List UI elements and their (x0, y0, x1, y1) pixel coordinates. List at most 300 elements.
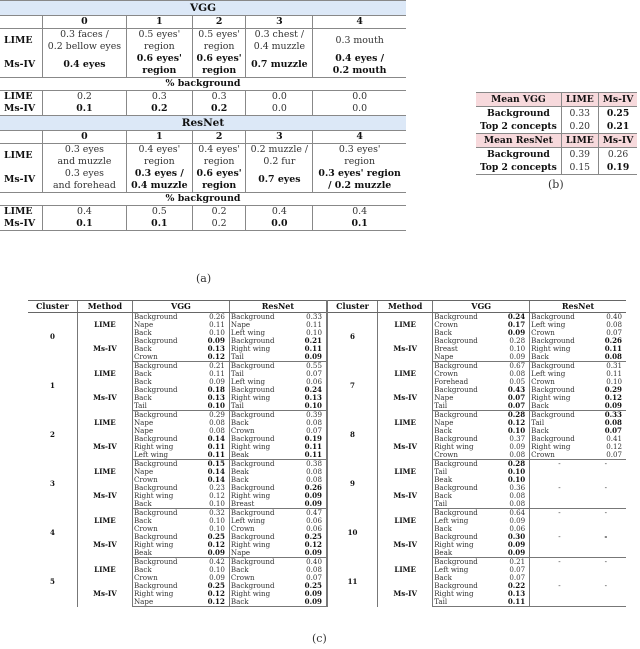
col-header: 2 (192, 16, 246, 29)
concept-value: 0.24 (507, 312, 526, 321)
concept-value: - (604, 557, 608, 566)
method-msiv: Ms-IV (378, 582, 433, 607)
cell-line: 0.7 muzzle (251, 59, 308, 70)
concept-value (589, 549, 626, 558)
value-cell: 0.19 (598, 161, 637, 175)
concept-name (530, 598, 589, 607)
concept-value: 0.09 (492, 353, 530, 362)
concept-value: 0.12 (507, 418, 526, 427)
cell-line: region (203, 156, 235, 167)
concept-name: Back (132, 394, 191, 402)
method-lime: LIME (77, 313, 132, 338)
concept-name: Forehead (433, 378, 492, 386)
caption-c: (c) (312, 632, 327, 645)
value-cell: 0.21 (598, 120, 637, 134)
method-lime: LIME (77, 411, 132, 436)
row-label-msiv: Ms-IV (0, 218, 43, 231)
concept-value: 0.08 (209, 418, 225, 427)
concept-name: Crown (229, 525, 288, 533)
concept-name: Nape (433, 419, 492, 427)
method-lime: LIME (378, 460, 433, 485)
concept-name: Background (530, 386, 589, 394)
row-label-msiv: Ms-IV (0, 53, 43, 78)
concept-value: 0.18 (207, 385, 225, 394)
cluster-id: 3 (49, 479, 55, 488)
bg-cell: 0.3 (192, 91, 246, 104)
bg-cell: 0.1 (126, 218, 192, 231)
method-lime: LIME (77, 558, 132, 583)
concept-value: 0.10 (209, 524, 225, 533)
concept-name (530, 517, 589, 525)
col-header: Method (77, 301, 132, 313)
concept-value: 0.12 (207, 589, 225, 598)
header-cell: Mean ResNet (476, 134, 561, 148)
concept-name: Tail (132, 402, 191, 411)
table-row (28, 509, 626, 518)
concept-value: 0.64 (509, 508, 526, 517)
concept-name: Breast (433, 345, 492, 353)
resnet-header: ResNet (0, 116, 406, 131)
concept-name (530, 492, 589, 500)
col-header: VGG (433, 301, 530, 313)
concept-value: 0.47 (306, 508, 322, 517)
concept-name: Right wing (433, 541, 492, 549)
concept-name: Background (433, 582, 492, 590)
concept-value: 0.11 (604, 344, 622, 353)
concept-name: Background (433, 558, 492, 567)
concept-value: 0.09 (207, 336, 225, 345)
concept-name: Left wing (132, 451, 191, 460)
concept-value: 0.21 (509, 557, 526, 566)
concept-name: Tail (229, 353, 288, 362)
concept-value: 0.09 (589, 402, 626, 411)
concept-value: 0.29 (209, 410, 225, 419)
concept-name: Background (229, 435, 288, 443)
concept-value (589, 574, 626, 582)
concept-value: 0.08 (306, 565, 322, 574)
concept-name: Right wing (229, 492, 288, 500)
header-cell: Ms-IV (598, 93, 637, 107)
concept-value: 0.09 (209, 573, 225, 582)
table-row (28, 558, 626, 567)
bg-cell: 0.5 (126, 206, 192, 219)
concept-value: 0.12 (304, 540, 322, 549)
concept-name: Background (132, 386, 191, 394)
cell-line: 0.3 eyes (64, 168, 104, 179)
concept-value: 0.11 (289, 451, 327, 460)
concept-name: Beak (229, 468, 288, 476)
concept-value: 0.25 (304, 581, 322, 590)
concept-value: 0.10 (209, 328, 225, 337)
concept-name: Background (229, 484, 288, 492)
table-b (476, 92, 637, 175)
col-header: Cluster (28, 301, 77, 313)
cell-line: 0.3 eyes' (338, 144, 381, 155)
cluster-id: 4 (49, 528, 55, 537)
concept-value: 0.10 (306, 328, 322, 337)
concept-name: Background (132, 484, 191, 492)
concept-name: Breast (229, 500, 288, 509)
concept-name: Tail (433, 500, 492, 509)
cell-line: and muzzle (57, 156, 112, 167)
concept-name: Background (132, 582, 191, 590)
col-header: 1 (126, 131, 192, 144)
concept-name: Crown (530, 329, 589, 337)
concept-name: Crown (530, 451, 589, 460)
concept-value: 0.37 (509, 434, 526, 443)
concept-value: 0.09 (492, 549, 530, 558)
concept-name: Background (433, 460, 492, 469)
cell-line: 0.7 eyes (258, 174, 301, 185)
col-header: Method (378, 301, 433, 313)
cell-line: 0.6 eyes' (196, 53, 242, 64)
concept-value: 0.30 (507, 532, 526, 541)
concept-value: 0.07 (507, 393, 526, 402)
concept-name: Left wing (530, 370, 589, 378)
cell-line: and forehead (52, 180, 116, 191)
method-msiv: Ms-IV (378, 337, 433, 362)
concept-name: Background (132, 435, 191, 443)
concept-value: 0.21 (209, 361, 225, 370)
value-cell: 0.20 (561, 120, 598, 134)
cell-line: 0.2 fur (263, 156, 296, 167)
concept-name: Left wing (433, 566, 492, 574)
concept-name: Background (530, 411, 589, 420)
cell-line: 0.4 muzzle (253, 41, 305, 52)
concept-value: 0.07 (306, 426, 322, 435)
concept-name: Right wing (229, 394, 288, 402)
concept-name: Beak (433, 549, 492, 558)
cluster-id: 1 (49, 381, 55, 390)
method-msiv: Ms-IV (378, 533, 433, 558)
cell-line: 0.4 eyes / (335, 53, 385, 64)
concept-name: Background (530, 313, 589, 322)
concept-name: Background (433, 386, 492, 394)
concept-name: Background (229, 313, 288, 322)
concept-value: 0.07 (604, 426, 622, 435)
header-cell: Ms-IV (598, 134, 637, 148)
concept-name: Crown (132, 525, 191, 533)
concept-name: Right wing (132, 541, 191, 549)
concept-value: 0.55 (306, 361, 322, 370)
concept-name: Background (229, 533, 288, 541)
bg-cell: 0.0 (313, 91, 406, 104)
concept-value (589, 525, 626, 533)
concept-value: - (604, 459, 608, 468)
bg-cell: 0.2 (192, 206, 246, 219)
bg-cell: 0.4 (43, 206, 127, 219)
value-cell: 0.26 (598, 148, 637, 162)
concept-name: Background (132, 558, 191, 567)
concept-name: Background (433, 484, 492, 492)
concept-value: 0.11 (209, 369, 225, 378)
concept-name: Background (229, 509, 288, 518)
bg-cell: 0.1 (43, 103, 127, 116)
concept-value: 0.07 (509, 565, 526, 574)
concept-value: 0.19 (304, 434, 322, 443)
concept-name: Background (530, 435, 589, 443)
concept-value (589, 598, 626, 607)
bg-cell: 0.0 (246, 103, 313, 116)
concept-value: 0.12 (209, 491, 225, 500)
cell-line: 0.6 eyes' (196, 168, 242, 179)
cell-line: 0.2 bellow eyes (47, 41, 122, 52)
cell-line: region (344, 156, 375, 167)
concept-value (589, 476, 626, 484)
vgg-header: VGG (0, 1, 406, 16)
method-lime: LIME (77, 362, 132, 387)
concept-name: Back (433, 329, 492, 337)
concept-value: 0.28 (507, 410, 526, 419)
concept-name: Tail (229, 370, 288, 378)
method-msiv: Ms-IV (378, 484, 433, 509)
concept-name: Nape (132, 321, 191, 329)
concept-value: 0.25 (304, 532, 322, 541)
concept-name: Back (132, 370, 191, 378)
concept-value: 0.06 (509, 524, 526, 533)
col-header: Cluster (327, 301, 378, 313)
concept-name: Right wing (530, 443, 589, 451)
concept-value: 0.09 (289, 353, 327, 362)
concept-name: Tail (530, 419, 589, 427)
method-msiv: Ms-IV (77, 484, 132, 509)
concept-value (589, 566, 626, 574)
row-label-lime: LIME (4, 206, 33, 217)
concept-value: 0.40 (606, 312, 622, 321)
concept-name: Crown (433, 321, 492, 329)
concept-value: 0.10 (192, 500, 230, 509)
concept-value: 0.29 (604, 385, 622, 394)
concept-value: 0.10 (509, 344, 526, 353)
row-label: Top 2 concepts (480, 121, 557, 132)
cell-line: 0.4 eyes (63, 59, 106, 70)
concept-value: 0.33 (604, 410, 622, 419)
concept-name: Crown (132, 574, 191, 582)
row-label-lime: LIME (4, 150, 33, 161)
concept-value: 0.09 (289, 598, 327, 607)
caption-a: (a) (196, 272, 212, 285)
row-label: Top 2 concepts (476, 161, 561, 175)
bg-cell: 0.2 (192, 103, 246, 116)
concept-name: Back (433, 427, 492, 435)
col-header: VGG (132, 301, 229, 313)
cluster-id: 11 (327, 558, 378, 607)
value-cell: 0.15 (561, 161, 598, 175)
concept-value: 0.12 (192, 353, 230, 362)
concept-name: Background (229, 337, 288, 345)
concept-value: 0.10 (606, 377, 622, 386)
concept-value: 0.08 (306, 475, 322, 484)
concept-value: 0.10 (507, 475, 526, 484)
cell-line: 0.6 eyes' (136, 53, 182, 64)
concept-name: Left wing (433, 517, 492, 525)
concept-name: Background (433, 313, 492, 322)
concept-value: 0.38 (306, 459, 322, 468)
concept-name: Beak (433, 476, 492, 484)
cell-line: 0.3 chest / (254, 29, 305, 40)
concept-value: 0.11 (304, 344, 322, 353)
concept-value (589, 492, 626, 500)
concept-name: Back (433, 574, 492, 582)
concept-value: 0.17 (507, 320, 526, 329)
concept-value: 0.13 (304, 393, 322, 402)
cell-line: region (143, 41, 175, 52)
method-lime: LIME (378, 313, 433, 338)
concept-name: Nape (433, 394, 492, 402)
value-cell: 0.39 (561, 148, 598, 162)
concept-name: Background (433, 533, 492, 541)
method-lime: LIME (378, 509, 433, 534)
col-header: 3 (246, 131, 313, 144)
concept-name: Back (530, 427, 589, 435)
concept-name: Background (433, 337, 492, 345)
col-header: 0 (43, 131, 127, 144)
concept-name: Background (229, 386, 288, 394)
concept-name: Crown (132, 476, 191, 484)
concept-value: 0.11 (207, 442, 225, 451)
cluster-id: 9 (327, 460, 378, 509)
header-cell: LIME (561, 134, 598, 148)
concept-name: Beak (229, 451, 288, 460)
concept-value: 0.09 (209, 377, 225, 386)
concept-value: 0.42 (209, 557, 225, 566)
concept-value (589, 541, 626, 549)
concept-name: Background (229, 460, 288, 469)
row-label-lime: LIME (4, 35, 33, 46)
concept-value: 0.15 (207, 459, 225, 468)
concept-name: Back (229, 419, 288, 427)
bg-cell: 0.0 (246, 218, 313, 231)
cell-line: region (143, 156, 175, 167)
concept-value: 0.13 (207, 344, 225, 353)
concept-value: 0.07 (509, 573, 526, 582)
concept-name: - (530, 582, 589, 590)
concept-value: 0.10 (192, 402, 230, 411)
concept-name: Crown (229, 574, 288, 582)
concept-value: 0.14 (207, 467, 225, 476)
value-cell: 0.25 (598, 107, 637, 121)
col-header: 1 (126, 16, 192, 29)
concept-name: Nape (132, 419, 191, 427)
method-msiv: Ms-IV (77, 337, 132, 362)
concept-value: 0.12 (606, 442, 622, 451)
concept-value: 0.09 (507, 540, 526, 549)
bg-cell: 0.0 (313, 103, 406, 116)
concept-name: Back (229, 598, 288, 607)
row-label: Background (486, 149, 550, 160)
cell-line: region (202, 180, 237, 191)
concept-name: Back (229, 566, 288, 574)
concept-name: Back (229, 476, 288, 484)
concept-name: Tail (433, 468, 492, 476)
bg-cell: 0.0 (246, 91, 313, 104)
concept-value: 0.06 (306, 524, 322, 533)
concept-name: Left wing (229, 378, 288, 386)
concept-name: Right wing (229, 443, 288, 451)
concept-value: 0.10 (289, 402, 327, 411)
concept-name: Nape (433, 353, 492, 362)
concept-value (589, 500, 626, 509)
concept-value: - (604, 508, 608, 517)
concept-name: Background (132, 362, 191, 371)
cell-line: / 0.2 muzzle (328, 180, 392, 191)
concept-value: - (604, 483, 608, 492)
row-label-lime: LIME (4, 91, 33, 102)
concept-value: - (604, 581, 608, 590)
concept-value: 0.26 (209, 312, 225, 321)
concept-name: Back (132, 345, 191, 353)
bg-cell: 0.2 (192, 218, 246, 231)
concept-value: 0.09 (289, 549, 327, 558)
concept-value: 0.31 (606, 361, 622, 370)
row-label: Background (486, 108, 550, 119)
concept-value: 0.09 (304, 589, 322, 598)
bg-cell: 0.1 (313, 218, 406, 231)
concept-value (589, 517, 626, 525)
concept-name: Back (132, 566, 191, 574)
concept-name: - (530, 533, 589, 541)
concept-value: 0.11 (606, 369, 622, 378)
concept-name: Right wing (433, 443, 492, 451)
concept-name: Left wing (530, 321, 589, 329)
concept-value: 0.43 (507, 385, 526, 394)
concept-name: Right wing (229, 345, 288, 353)
concept-name: Right wing (229, 590, 288, 598)
concept-value: 0.08 (509, 369, 526, 378)
concept-value: 0.25 (207, 532, 225, 541)
value-cell: 0.33 (561, 107, 598, 121)
col-header: 4 (313, 16, 406, 29)
concept-value: 0.39 (306, 410, 322, 419)
concept-value: 0.08 (492, 500, 530, 509)
concept-value: 0.06 (306, 516, 322, 525)
concept-name: Right wing (132, 590, 191, 598)
concept-value: 0.11 (304, 442, 322, 451)
method-lime: LIME (77, 509, 132, 534)
concept-name: Crown (433, 370, 492, 378)
concept-name: Tail (433, 402, 492, 411)
concept-value: 0.08 (306, 467, 322, 476)
concept-name: Background (132, 337, 191, 345)
cluster-id: 8 (327, 411, 378, 460)
concept-name: Crown (132, 353, 191, 362)
concept-value: 0.12 (604, 393, 622, 402)
concept-name: Nape (132, 468, 191, 476)
concept-name: Back (132, 517, 191, 525)
concept-name: Back (433, 492, 492, 500)
concept-name (530, 541, 589, 549)
col-header: 4 (313, 131, 406, 144)
concept-value (589, 590, 626, 598)
concept-value: 0.07 (589, 451, 626, 460)
concept-name: Right wing (132, 492, 191, 500)
concept-value: 0.25 (207, 581, 225, 590)
concept-value: 0.10 (507, 467, 526, 476)
col-header: ResNet (530, 301, 626, 313)
cell-line: 0.2 muzzle / (250, 144, 309, 155)
row-label-msiv: Ms-IV (4, 103, 36, 114)
method-msiv: Ms-IV (77, 582, 132, 607)
concept-value: 0.11 (192, 451, 230, 460)
concept-value: 0.22 (507, 581, 526, 590)
pct-background-header: % background (0, 193, 406, 206)
concept-name: Left wing (229, 517, 288, 525)
concept-name: Crown (229, 427, 288, 435)
cell-line: 0.4 eyes' (138, 144, 181, 155)
col-header: 0 (43, 16, 127, 29)
concept-value: 0.26 (604, 336, 622, 345)
concept-name: Nape (229, 321, 288, 329)
